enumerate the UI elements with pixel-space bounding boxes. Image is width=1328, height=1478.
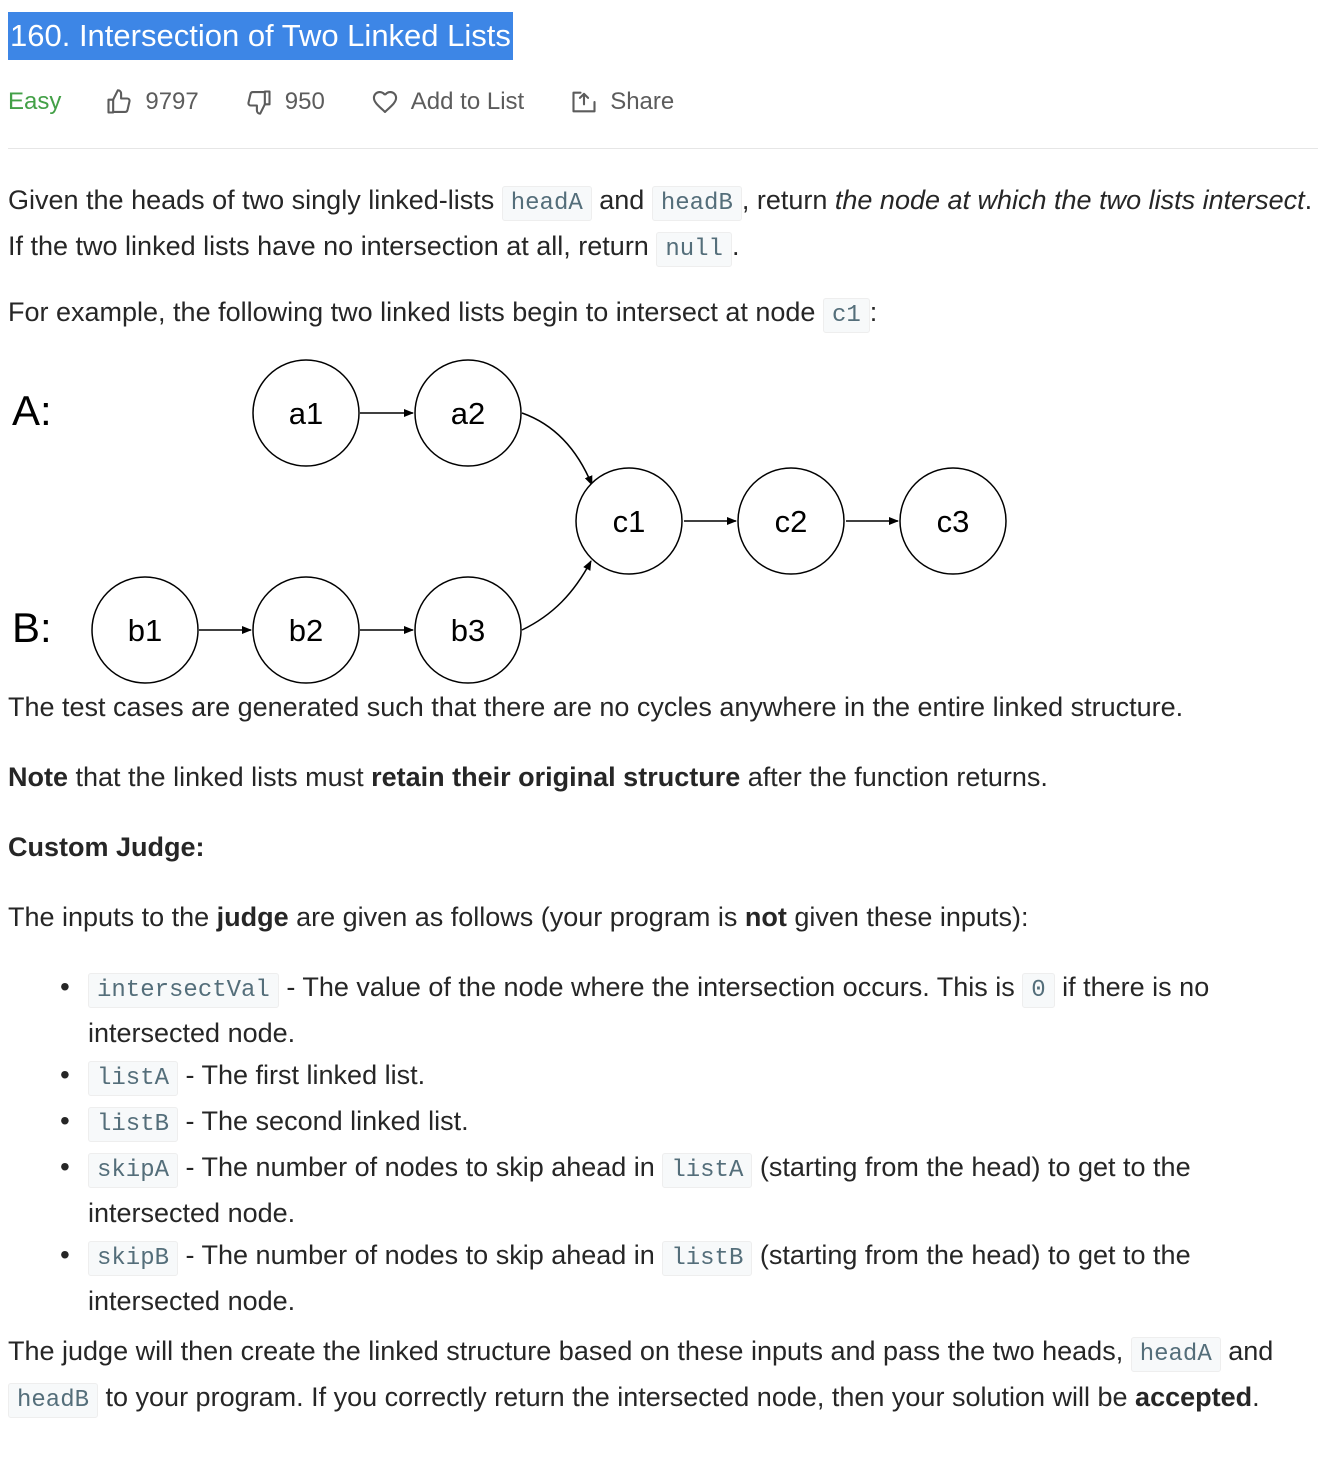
node-c1-label: c1 [612, 504, 646, 539]
list-item: • listA - The first linked list. [88, 1054, 1318, 1100]
list-item: • listB - The second linked list. [88, 1100, 1318, 1146]
dislike-button[interactable] [245, 88, 325, 116]
node-c2 [738, 468, 844, 574]
node-a1 [253, 360, 359, 466]
description-paragraph-5: The inputs to the judge are given as follows (your program is not given these inputs): [8, 902, 1029, 932]
node-a2-label: a2 [450, 396, 486, 431]
problem-title: 160. Intersection of Two Linked Lists [8, 12, 513, 60]
node-c3-label: c3 [936, 504, 970, 539]
code-headA: headA [1131, 1337, 1221, 1372]
add-to-list-button[interactable] [371, 88, 524, 116]
like-button[interactable] [105, 88, 198, 116]
problem-meta-bar [8, 82, 720, 122]
share-icon [570, 88, 598, 116]
thumbs-down-icon [245, 88, 273, 116]
list-a-label: A: [12, 387, 52, 434]
node-a2 [415, 360, 521, 466]
code-null: null [656, 232, 732, 267]
share-button[interactable] [570, 88, 674, 116]
dislike-count: 950 [284, 88, 325, 115]
node-b2 [253, 577, 359, 683]
description-paragraph-4: Note that the linked lists must retain their original structure after the function returns. [8, 762, 1048, 792]
share-label: Share [610, 88, 675, 115]
list-item: • skipB - The number of nodes to skip ahead in listB (starting from the head) to get to the intersected node. [88, 1234, 1318, 1322]
node-b1-label: b1 [127, 613, 163, 648]
node-a1-label: a1 [288, 396, 324, 431]
code-headA: headA [502, 186, 592, 221]
list-item: • skipA - The number of nodes to skip ahead in listA (starting from the head) to get to the intersected node. [88, 1146, 1318, 1234]
thumbs-up-icon [105, 88, 133, 116]
node-b3 [415, 577, 521, 683]
linked-list-diagram [8, 355, 1018, 695]
arrow-b3-c1 [522, 561, 591, 630]
node-c2-label: c2 [774, 504, 808, 539]
description-paragraph-6: The judge will then create the linked structure based on these inputs and pass the two heads, headA and headB to your program. If you correctly return the intersected node, then your solution will be accepted. [8, 1330, 1313, 1422]
node-b3-label: b3 [450, 613, 486, 648]
custom-judge-heading: Custom Judge: [8, 832, 205, 862]
code-headB: headB [652, 186, 742, 221]
like-count: 9797 [145, 88, 199, 115]
list-b-label: B: [12, 604, 52, 651]
node-b1 [92, 577, 198, 683]
code-headB: headB [8, 1383, 98, 1418]
list-item: • intersectVal - The value of the node where the intersection occurs. This is 0 if there is no intersected node. [88, 966, 1318, 1054]
heart-icon [371, 88, 399, 116]
node-c3 [900, 468, 1006, 574]
description-paragraph-1: Given the heads of two singly linked-lists headA and headB , return the node at which the two lists intersect. If the two linked lists have no intersection at all, return null . [8, 179, 1313, 271]
header-divider [8, 148, 1318, 149]
difficulty-label: Easy [8, 88, 62, 115]
judge-inputs-list [88, 966, 1318, 1322]
node-b2-label: b2 [288, 613, 324, 648]
add-to-list-label: Add to List [410, 88, 525, 115]
code-c1: c1 [823, 298, 870, 333]
description-paragraph-3: The test cases are generated such that there are no cycles anywhere in the entire linked structure. [8, 692, 1184, 722]
description-paragraph-2: For example, the following two linked lists begin to intersect at node c1 : [8, 291, 1313, 337]
node-c1 [576, 468, 682, 574]
arrow-a2-c1 [522, 413, 592, 485]
